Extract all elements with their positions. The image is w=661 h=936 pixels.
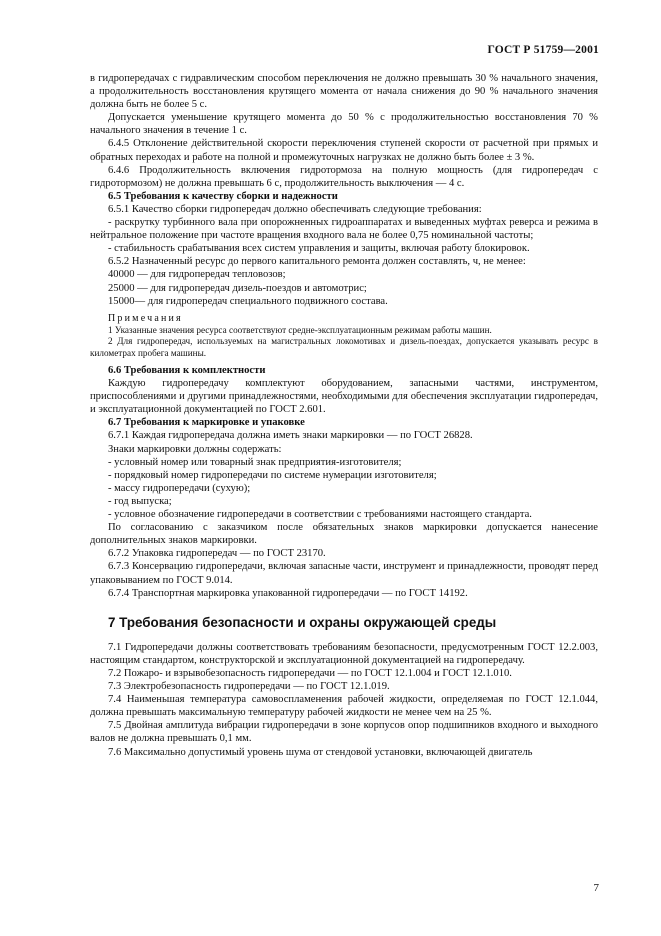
paragraph: 6.5.2 Назначенный ресурс до первого капитального ремонта должен составлять, ч, не менее: [108, 256, 526, 268]
paragraph: 7.6 Максимально допустимый уровень шума от стендовой установки, включающей двигатель [108, 746, 533, 758]
paragraph: 15000— для гидропередач специального подвижного состава. [108, 295, 388, 307]
document-header: ГОСТ Р 51759—2001 [487, 44, 599, 56]
paragraph: 6.4.6 Продолжительность включения гидротормоза на полную мощность (для гидропередач с гидротормозом) не должна превышать 6 с, продолжительность выключения — 4 с. [90, 164, 598, 189]
paragraph: Знаки маркировки должны содержать: [108, 443, 282, 455]
paragraph: 7.1 Гидропередачи должны соответствовать требованиям безопасности, предусмотренным ГОСТ 12.2.003, настоящим стандартом, конструкторской и эксплуатационной документацией на гидропередачу. [90, 641, 598, 666]
paragraph: - раскрутку турбинного вала при опорожненных гидроаппаратах и выведенных муфтах реверса и режима в нейтральное положение при частоте вращения входного вала не более 0,75 номинальной частоты; [90, 217, 598, 242]
subsection-heading: 6.6 Требования к комплектности [108, 365, 266, 376]
paragraph: Допускается уменьшение крутящего момента до 50 % с продолжительностью восстановления 70 % начального значения в течение 1 с. [90, 112, 598, 137]
document-body [90, 72, 598, 759]
section-heading: 7 Требования безопасности и охраны окружающей среды [108, 614, 497, 630]
note-text: 2 Для гидропередач, используемых на магистральных локомотивах и дизель-поездах, допускается указывать ресурс в километрах пробега машины. [90, 336, 598, 358]
paragraph: 40000 — для гидропередач тепловозов; [108, 269, 286, 281]
note-text: 1 Указанные значения ресурса соответствуют средне-эксплуатационным режимам работы машин. [108, 324, 492, 335]
note-text: Примечания [108, 312, 183, 324]
paragraph: в гидропередачах с гидравлическим способом переключения не должно превышать 30 % начального значения, а продолжительность восстановления крутящего момента от начала снижения до 90 % начального значения должна быть не более 5 с. [90, 73, 598, 111]
paragraph: 6.7.3 Консервацию гидропередачи, включая запасные части, инструмент и принадлежности, проводят перед упаковыванием по ГОСТ 9.014. [90, 561, 598, 586]
subsection-heading: 6.5 Требования к качеству сборки и надежности [108, 190, 338, 202]
paragraph: 6.7.1 Каждая гидропередача должна иметь знаки маркировки — по ГОСТ 26828. [108, 430, 473, 442]
paragraph: - год выпуска; [108, 495, 172, 507]
paragraph: 6.7.2 Упаковка гидропередач — по ГОСТ 23170. [108, 548, 326, 560]
paragraph: 7.5 Двойная амплитуда вибрации гидропередачи в зоне корпусов опор подшипников входного и выходного валов не должна превышать 0,1 мм. [90, 720, 598, 745]
paragraph: 7.3 Электробезопасность гидропередачи — по ГОСТ 12.1.019. [108, 681, 390, 693]
page-number: 7 [593, 882, 599, 894]
paragraph: - условный номер или товарный знак предприятия-изготовителя; [108, 456, 402, 468]
paragraph: 7.2 Пожаро- и взрывобезопасность гидропередачи — по ГОСТ 12.1.004 и ГОСТ 12.1.010. [108, 667, 512, 679]
subsection-heading: 6.7 Требования к маркировке и упаковке [108, 417, 305, 429]
paragraph: - условное обозначение гидропередачи в соответствии с требованиями настоящего стандарта. [108, 509, 532, 521]
paragraph: - стабильность срабатывания всех систем управления и защиты, включая работу блокировок. [108, 243, 530, 255]
paragraph: 25000 — для гидропередач дизель-поездов и автомотрис; [108, 282, 367, 294]
paragraph: Каждую гидропередачу комплектуют оборудованием, запасными частями, инструментом, приспособлениями и другими принадлежностями, необходимыми для обеспечения эксплуатации гидропередач, и эксплуатационной документацией по ГОСТ 2.601. [90, 378, 598, 416]
paragraph: 7.4 Наименьшая температура самовоспламенения рабочей жидкости, определяемая по ГОСТ 12.1.044, должна превышать максимальную температуру рабочей жидкости не менее чем на 25 %. [90, 694, 598, 719]
paragraph: 6.7.4 Транспортная маркировка упакованной гидропередачи — по ГОСТ 14192. [108, 587, 468, 599]
paragraph: 6.4.5 Отклонение действительной скорости переключения ступеней скорости от расчетной при прямых и обратных переходах и работе на полной и промежуточных нагрузках не должно быть более ± 3 %. [90, 138, 598, 163]
paragraph: - массу гидропередачи (сухую); [108, 482, 251, 494]
paragraph: - порядковый номер гидропередачи по системе нумерации изготовителя; [108, 469, 437, 481]
paragraph: 6.5.1 Качество сборки гидропередач должно обеспечивать следующие требования: [108, 203, 482, 215]
paragraph: По согласованию с заказчиком после обязательных знаков маркировки допускается нанесение дополнительных знаков маркировки. [90, 522, 598, 547]
